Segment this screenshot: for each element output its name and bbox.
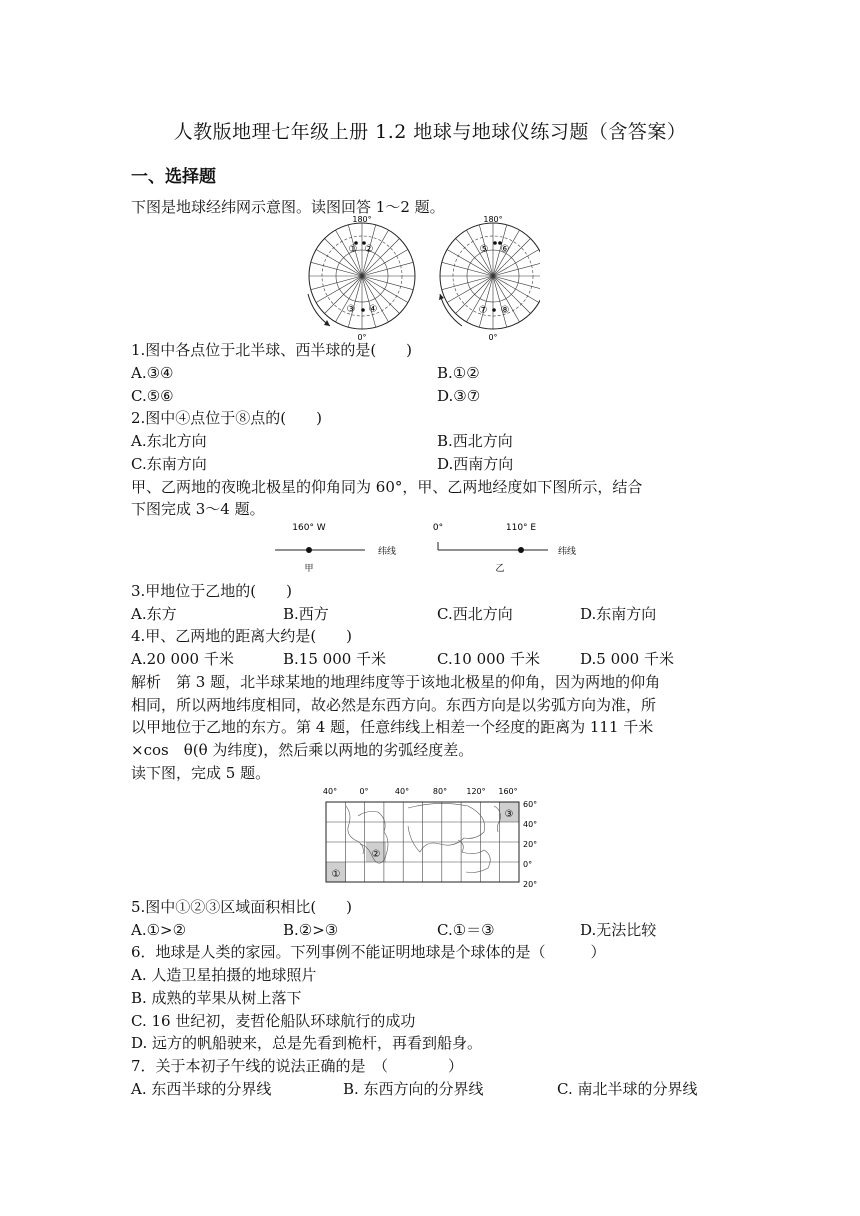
q2-option-b: B.西北方向 [437,432,513,450]
q6-option-c: C. 16 世纪初，麦哲伦船队环球航行的成功 [131,1012,416,1030]
lat-line-label-right: 纬线 [558,547,577,557]
q3-option-b: B.西方 [283,605,329,623]
q6-option-b: B. 成熟的苹果从树上落下 [131,989,302,1007]
map-top-label: 80° [432,787,448,796]
analysis-line-2: 相同，所以两地纬度相同，故必然是东西方向。东西方向是以劣弧方向为准，所 [131,696,657,714]
q4-option-a: A.20 000 千米 [131,650,234,668]
q1-option-d: D.③⑦ [437,387,481,405]
jia-longitude: 160° W [292,523,326,533]
lat-line-label-left: 纬线 [378,547,397,557]
map-top-label: 120° [466,787,486,796]
q2-option-a: A.东北方向 [131,432,207,450]
q3-option-a: A.东方 [131,605,177,623]
q1-option-c: C.⑤⑥ [131,387,174,405]
label-bottom-left: 0° [357,333,367,342]
q1-option-b: B.①② [437,364,480,382]
yi-label: 乙 [495,564,505,574]
map-right-label: 0° [523,860,533,869]
analysis-line-1: 解析 第 3 题，北半球某地的地理纬度等于该地北极星的仰角，因为两地的仰角 [131,673,661,691]
map-right-label: 20° [523,840,538,849]
yi-longitude: 110° E [505,523,537,533]
q5-option-d: D.无法比较 [580,921,657,939]
longitude-figure [270,516,600,576]
q5-stem: 5.图中①②③区域面积相比( ) [131,898,353,916]
q7-option-c: C. 南北半球的分界线 [557,1080,698,1098]
q4-option-c: C.10 000 千米 [437,650,540,668]
q7-option-a: A. 东西半球的分界线 [131,1080,272,1098]
map-right-label: 40° [523,820,538,829]
point-7: ⑦ [478,305,488,316]
analysis-line-4: ×cos θ(θ 为纬度)，然后乘以两地的劣弧经度差。 [131,741,474,759]
point-5: ⑤ [479,244,489,255]
intro-text-3: 读下图，完成 5 题。 [131,764,271,782]
region-2: ② [371,849,381,860]
label-top-left: 180° [352,215,372,224]
map-right-label: 20° [523,880,538,889]
q4-option-d: D.5 000 千米 [580,650,674,668]
q4-stem: 4.甲、乙两地的距离大约是( ) [131,627,353,645]
point-3: ③ [346,304,356,315]
intro-text-2a: 甲、乙两地的夜晚北极星的仰角同为 60°，甲、乙两地经度如下图所示，结合 [131,478,643,496]
q3-option-c: C.西北方向 [437,605,513,623]
q5-option-c: C.①＝③ [437,921,495,939]
label-bottom-right: 0° [488,333,498,342]
map-top-label: 0° [359,787,369,796]
q3-option-d: D.东南方向 [580,605,657,623]
page-title: 人教版地理七年级上册 1.2 地球与地球仪练习题（含答案） [173,121,687,143]
region-1: ① [331,869,341,880]
q3-stem: 3.甲地位于乙地的( ) [131,582,293,600]
q7-option-b: B. 东西方向的分界线 [343,1080,484,1098]
jia-label: 甲 [304,564,314,574]
point-4: ④ [368,304,378,315]
map-top-label: 40° [322,787,338,796]
q5-option-b: B.②>③ [283,921,339,939]
point-8: ⑧ [500,305,510,316]
polar-grid-left [308,215,415,342]
point-1: ① [348,244,358,255]
polar-grid-figure [300,214,540,344]
q6-option-a: A. 人造卫星拍摄的地球照片 [131,966,317,984]
point-2: ② [364,244,374,255]
q6-option-d: D. 远方的帆船驶来，总是先看到桅杆，再看到船身。 [131,1034,483,1052]
zero-longitude: 0° [432,523,444,533]
label-top-right: 180° [483,215,503,224]
world-grid-map [318,782,548,894]
q6-stem: 6．地球是人类的家园。下列事例不能证明地球是个球体的是（ ） [131,943,606,961]
map-top-label: 160° [498,787,518,796]
q1-option-a: A.③④ [131,364,174,382]
intro-text-2b: 下图完成 3～4 题。 [131,500,265,518]
region-3: ③ [504,809,514,820]
q2-option-d: D.西南方向 [437,455,514,473]
q7-stem: 7．关于本初子午线的说法正确的是 （ ） [131,1057,464,1075]
analysis-line-3: 以甲地位于乙地的东方。第 4 题，任意纬线上相差一个经度的距离为 111 千米 [131,718,654,736]
intro-text-1: 下图是地球经纬网示意图。读图回答 1～2 题。 [131,198,445,216]
polar-grid-right [439,215,540,342]
section-heading: 一、选择题 [131,167,216,187]
map-right-label: 60° [523,800,538,809]
q1-stem: 1.图中各点位于北半球、西半球的是( ) [131,341,413,359]
q4-option-b: B.15 000 千米 [283,650,387,668]
q5-option-a: A.①>② [131,921,187,939]
q2-option-c: C.东南方向 [131,455,207,473]
q2-stem: 2.图中④点位于⑧点的( ) [131,409,323,427]
point-6: ⑥ [500,244,510,255]
map-top-label: 40° [394,787,410,796]
